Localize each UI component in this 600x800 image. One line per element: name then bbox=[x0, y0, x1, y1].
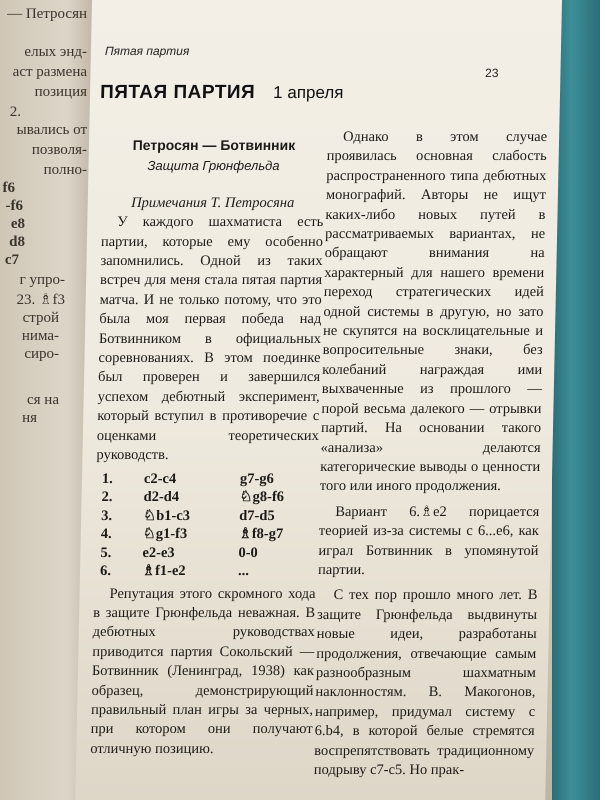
move-number: 3. bbox=[101, 507, 113, 524]
black-move: 0-0 bbox=[238, 544, 258, 561]
prev-page-fragment: — Петросян bbox=[7, 6, 87, 22]
notes-author: Примечания Т. Петросяна bbox=[131, 194, 295, 211]
prev-page-fragment: 23. ♗f3 bbox=[16, 292, 65, 308]
prev-page-fragment: сиро- bbox=[24, 346, 59, 362]
prev-page-fragment: e8 bbox=[10, 216, 25, 232]
running-head: Пятая партия bbox=[104, 44, 190, 58]
left-column bbox=[90, 128, 325, 759]
black-move: d7-d5 bbox=[239, 507, 275, 524]
prev-page-fragment: ся на bbox=[27, 392, 59, 408]
prev-page-fragment: нима- bbox=[21, 328, 59, 344]
game-players: Петросян — Ботвинник bbox=[132, 137, 296, 153]
prev-page-fragment: d8 bbox=[9, 234, 25, 250]
black-move: ♘g8-f6 bbox=[239, 489, 285, 505]
chapter-heading bbox=[100, 82, 344, 104]
prev-page-fragment: аст размена bbox=[12, 64, 87, 80]
move-number: 2. bbox=[101, 489, 113, 505]
white-move: ♘g1-f3 bbox=[142, 526, 188, 542]
prev-page-fragment: ывались от bbox=[16, 122, 87, 138]
prev-page-fragment: строй bbox=[22, 310, 59, 326]
move-row bbox=[101, 507, 284, 526]
chapter-title: ПЯТАЯ ПАРТИЯ bbox=[99, 82, 256, 103]
move-row bbox=[101, 488, 284, 507]
prev-page-fragment: -f6 bbox=[5, 198, 23, 214]
move-number: 6. bbox=[99, 563, 112, 579]
book-page bbox=[75, 0, 562, 800]
white-move: ♘b1-c3 bbox=[143, 507, 191, 524]
white-move: c2-c4 bbox=[143, 470, 177, 487]
move-row bbox=[100, 562, 283, 581]
black-move: g7-g6 bbox=[239, 470, 274, 487]
opening-name: Защита Грюнфельда bbox=[147, 158, 280, 174]
moves-table bbox=[100, 470, 285, 581]
paragraph: Однако в этом случае проявилась основная слабость распространенного типа дебютных монографий. Авторы не ищут каких-либо новых путей в рассматриваемых вариантах, не обращают внимания на характерный для нашего времени переход стратегических идей одной системы в другую, но зато не скупятся на восклицательные и вопросительные знаки, без колебаний награждая ими выхваченные из прошлого — порой весьма далекого — отрывки партий. На основании такого «анализа» делаются категорические выводы о ценности того или иного продолжения. bbox=[319, 129, 548, 495]
prev-page-fragment: елых энд- bbox=[24, 44, 87, 60]
prev-page-fragment: f6 bbox=[2, 180, 15, 196]
black-move: ... bbox=[237, 563, 250, 579]
move-number: 1. bbox=[101, 470, 114, 487]
paragraph: У каждого шахматиста есть партии, которые ему особенно запомнились. Одной из таких встреч для меня стала пятая партия матча. И не только потому, что это была моя первая победа над Ботвинником в официальных соревнованиях. В этом поединке был проверен и завершился успехом дебютный эксперимент, который вступил в противоречие с оценками теоретических руководств. bbox=[96, 214, 324, 464]
right-column bbox=[314, 128, 548, 780]
prev-page-fragment: позиция bbox=[34, 84, 87, 100]
paragraph: С тех пор прошло много лет. В защите Грюнфельда выдвинуты новые идеи, разработаны продолжения, отвечающие самым разнообразным шахматным наклонностям. В. Макогонов, например, придумал систему с 6.b4, в которой белые стремятся воспрепятствовать традиционному подрыву c7-c5. Но прак- bbox=[313, 587, 538, 778]
prev-page-fragment: позволя- bbox=[31, 142, 87, 158]
black-move: ♗f8-g7 bbox=[238, 526, 284, 542]
prev-page-fragment: г упро- bbox=[19, 272, 65, 288]
paragraph: Вариант 6.♗e2 порицается теорией из-за системы с 6...e6, как играл Ботвинник в упомянутой партии. bbox=[317, 503, 540, 578]
game-date: 1 апреля bbox=[272, 83, 344, 102]
move-number: 5. bbox=[100, 544, 112, 561]
move-number: 4. bbox=[100, 526, 112, 542]
move-row bbox=[100, 544, 283, 563]
white-move: ♗f1-e2 bbox=[141, 563, 186, 579]
move-row bbox=[102, 470, 285, 489]
prev-page-fragment: c7 bbox=[4, 252, 19, 268]
prev-page-fragment: полно- bbox=[43, 162, 87, 178]
paragraph: Репутация этого скромного хода в защите Грюнфельда неважная. В дебютных руководствах приводится партия Сокольский — Ботвинник (Ленинград, 1938) как образец, демонстрирующий правильный план игры за черных, при котором они получают отличную позицию. bbox=[90, 585, 316, 757]
move-row bbox=[101, 525, 284, 544]
white-move: e2-e3 bbox=[142, 544, 175, 561]
prev-page-fragment: 2. bbox=[9, 104, 21, 120]
white-move: d2-d4 bbox=[143, 489, 180, 505]
page-number: 23 bbox=[484, 66, 499, 80]
prev-page-fragment: ня bbox=[22, 410, 37, 426]
